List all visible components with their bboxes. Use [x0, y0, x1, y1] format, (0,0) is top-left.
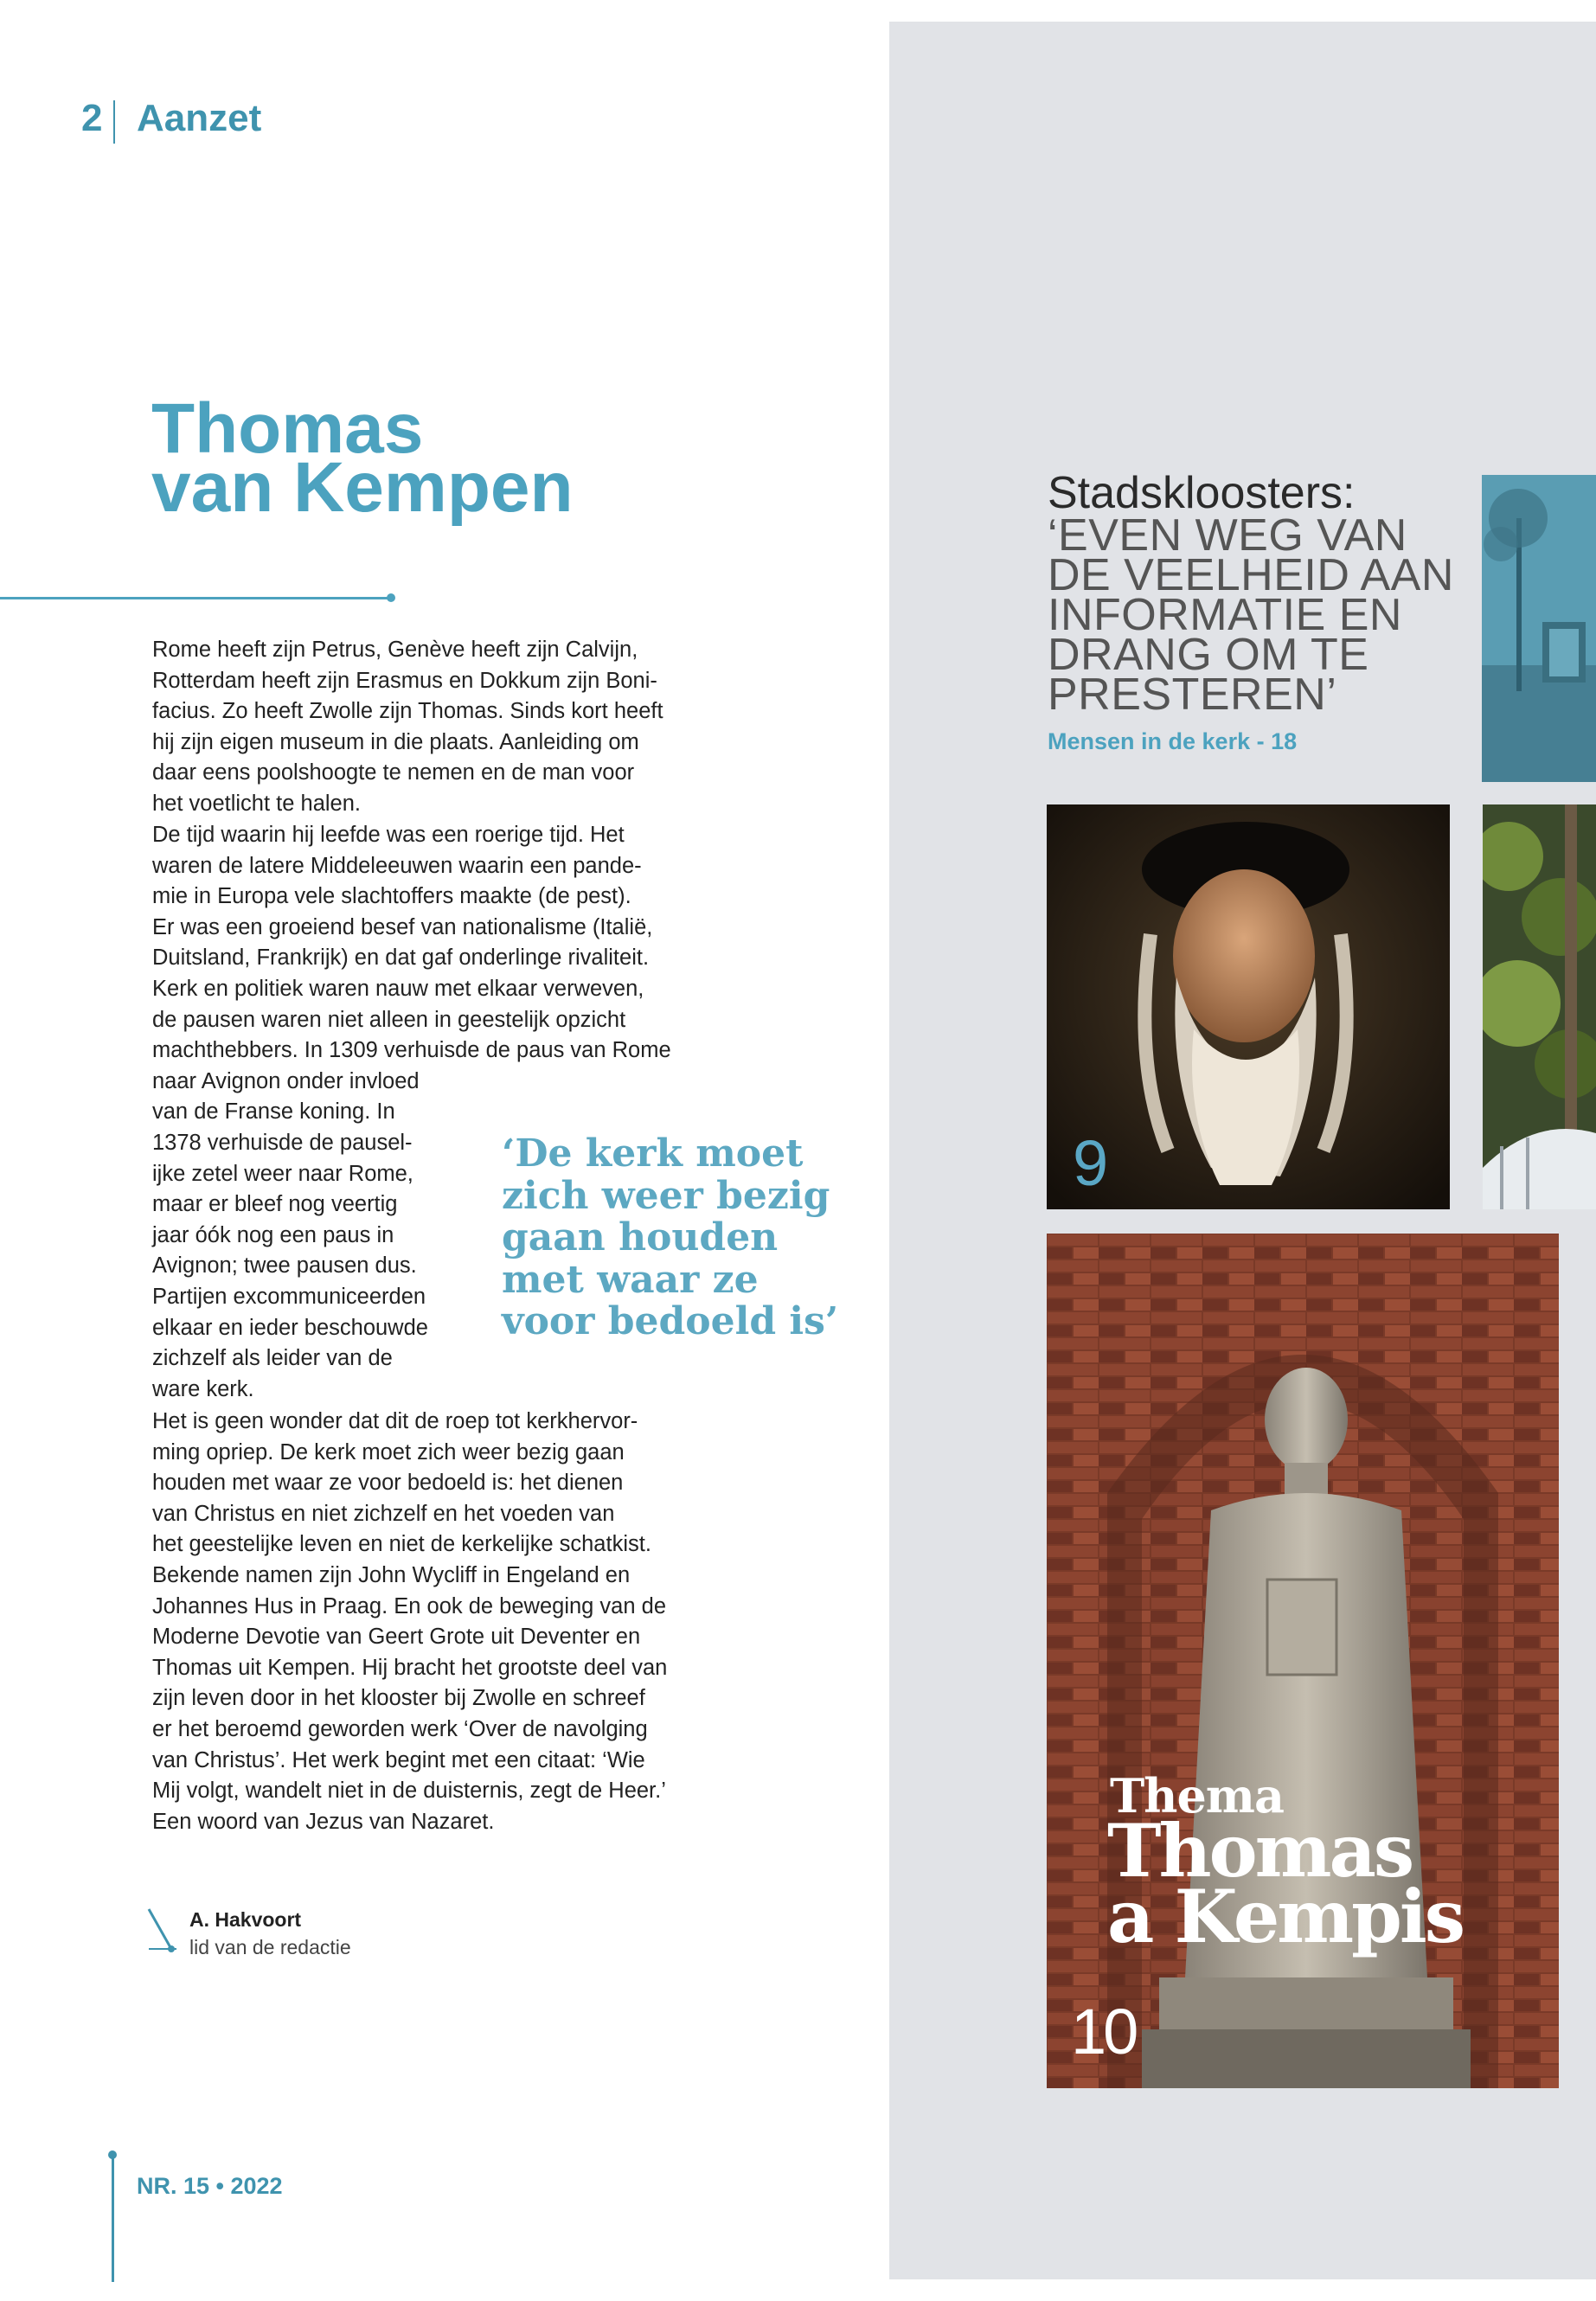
text-line: Een woord van Jezus van Nazaret. [152, 1809, 495, 1834]
article-paragraph [152, 635, 663, 820]
text-line: jaar óók nog een paus in [152, 1222, 394, 1247]
text-line: van Christus’. Het werk begint met een citaat: ‘Wie [152, 1747, 645, 1772]
teaser-quote-line: PRESTEREN’ [1048, 670, 1337, 720]
teaser-quote-line: DE VEELHEID AAN [1048, 550, 1454, 600]
text-line: machthebbers. In 1309 verhuisde de paus van Rome [152, 1038, 671, 1063]
text-line: Er was een groeiend besef van nationalisme (Italië, [152, 914, 653, 939]
text-line: houden met waar ze voor bedoeld is: het dienen [152, 1471, 624, 1496]
title-divider-dot [387, 593, 395, 602]
text-line: Rotterdam heeft zijn Erasmus en Dokkum zijn Boni- [152, 668, 657, 693]
footer-divider-dot [108, 2150, 117, 2159]
article-title-line: van Kempen [151, 448, 574, 527]
text-line: hij zijn eigen museum in die plaats. Aanleiding om [152, 729, 639, 754]
text-line: Het is geen wonder dat dit de roep tot kerkhervor- [152, 1409, 638, 1433]
pull-quote-line: ‘De kerk moet [502, 1131, 804, 1176]
pull-quote [502, 1133, 838, 1343]
author-role: lid van de redactie [189, 1936, 351, 1958]
text-line: Avignon; twee pausen dus. [152, 1253, 417, 1279]
theme-title[interactable] [1107, 1808, 1464, 1959]
text-line: De tijd waarin hij leefde was een roerige tijd. Het [152, 823, 625, 847]
footer-divider [112, 2154, 114, 2282]
statue-photo [1047, 1234, 1559, 2088]
teaser-quote-line: DRANG OM TE [1048, 630, 1369, 680]
author-marker-icon [145, 1906, 180, 1958]
text-line: Mij volgt, wandelt niet in de duisternis, zegt de Heer.’ [152, 1779, 666, 1804]
text-line: Johannes Hus in Praag. En ook de beweging van de [152, 1593, 666, 1618]
text-line: waren de latere Middeleeuwen waarin een pande- [152, 853, 642, 878]
pull-quote-line: gaan houden [502, 1215, 779, 1259]
text-line: van de Franse koning. In [152, 1099, 395, 1125]
section-title: Aanzet [137, 97, 262, 139]
teaser-page-number: 9 [1073, 1127, 1109, 1199]
teaser-stadskloosters[interactable] [1048, 468, 1480, 720]
teaser-page-reference: Mensen in de kerk - 18 [1048, 728, 1298, 754]
title-divider [0, 597, 391, 599]
text-line: Partijen excommuniceerden [152, 1284, 426, 1309]
theme-page-number: 10 [1071, 1996, 1136, 2067]
page-number: 2 [81, 97, 103, 139]
article-paragraph [152, 1407, 667, 1837]
pull-quote-line: zich weer bezig [502, 1173, 830, 1218]
text-line: zijn leven door in het klooster bij Zwolle en schreef [152, 1686, 645, 1711]
text-line: Thomas uit Kempen. Hij bracht het grootste deel van [152, 1655, 668, 1680]
text-line: van Christus en niet zichzelf en het voeden van [152, 1501, 615, 1526]
text-line: naar Avignon onder invloed [152, 1068, 420, 1093]
theme-label: Thema [1110, 1768, 1284, 1823]
text-line: zichzelf als leider van de [152, 1346, 393, 1371]
text-line: het voetlicht te halen. [152, 791, 361, 816]
text-line: maar er bleef nog veertig [152, 1192, 398, 1217]
issue-number: NR. 15 • 2022 [137, 2173, 283, 2199]
page-number-divider [113, 100, 115, 144]
text-line: de pausen waren niet alleen in geestelijk opzicht [152, 1007, 626, 1032]
text-line: facius. Zo heeft Zwolle zijn Thomas. Sinds kort heeft [152, 699, 663, 724]
tree-photo [1482, 475, 1596, 782]
article-title-line: Thomas [151, 389, 424, 468]
text-line: Rome heeft zijn Petrus, Genève heeft zijn Calvijn, [152, 638, 638, 662]
text-line: ming opriep. De kerk moet zich weer bezig gaan [152, 1439, 625, 1465]
garden-photo [1483, 804, 1596, 1209]
pull-quote-line: met waar ze [502, 1257, 759, 1302]
text-line: mie in Europa vele slachtoffers maakte (de pest). [152, 884, 631, 909]
teaser-quote-line: ‘EVEN WEG VAN [1048, 510, 1407, 561]
text-line: Kerk en politiek waren nauw met elkaar verweven, [152, 976, 644, 1001]
text-line: daar eens poolshoogte te nemen en de man voor [152, 760, 635, 785]
text-line: elkaar en ieder beschouwde [152, 1315, 428, 1340]
text-line: 1378 verhuisde de pausel- [152, 1130, 413, 1155]
theme-title-line: Thomas [1107, 1808, 1413, 1894]
text-line: het geestelijke leven en niet de kerkelijke schatkist. [152, 1532, 651, 1557]
pull-quote-line: voor bedoeld is’ [502, 1299, 839, 1343]
text-line: er het beroemd geworden werk ‘Over de navolging [152, 1716, 648, 1741]
article-title [151, 389, 757, 527]
author-name: A. Hakvoort [189, 1908, 302, 1931]
text-line: Moderne Devotie van Geert Grote uit Deventer en [152, 1625, 641, 1650]
teaser-heading: Stadskloosters: [1048, 468, 1356, 518]
teaser-quote-line: INFORMATIE EN [1048, 590, 1402, 640]
text-line: Duitsland, Frankrijk) en dat gaf onderlinge rivaliteit. [152, 945, 650, 971]
text-line: ijke zetel weer naar Rome, [152, 1161, 413, 1186]
theme-title-line: a Kempis [1107, 1874, 1464, 1959]
text-line: ware kerk. [152, 1376, 254, 1401]
text-line: Bekende namen zijn John Wycliff in Engeland en [152, 1562, 631, 1587]
